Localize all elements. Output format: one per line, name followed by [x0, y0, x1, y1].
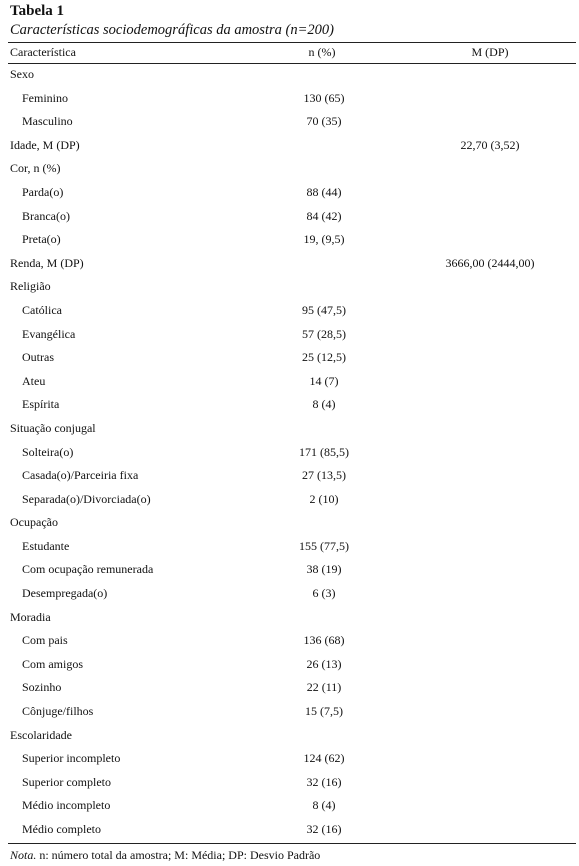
table-row	[0, 371, 579, 395]
row-label: Idade, M (DP)	[10, 137, 80, 152]
row-n-percent: 26 (13)	[306, 656, 342, 671]
row-label: Católica	[22, 302, 62, 317]
table-row	[0, 654, 579, 678]
table-body	[0, 64, 579, 843]
row-n-percent: 171 (85,5)	[299, 444, 349, 459]
row-n-percent: 8 (4)	[312, 397, 336, 412]
row-n-percent: 84 (42)	[306, 208, 342, 223]
row-label: Estudante	[22, 538, 70, 553]
row-n-percent: 19, (9,5)	[303, 232, 345, 247]
row-label: Espírita	[22, 397, 60, 412]
row-label: Moradia	[10, 609, 51, 624]
row-n-percent: 57 (28,5)	[302, 326, 346, 341]
table-header-row	[0, 44, 579, 62]
row-label: Com amigos	[22, 656, 84, 671]
table-row	[0, 111, 579, 135]
table-row	[0, 300, 579, 324]
table-row	[0, 630, 579, 654]
row-label: Sozinho	[22, 680, 62, 695]
row-n-percent: 32 (16)	[306, 822, 342, 836]
table-row	[0, 772, 579, 796]
row-label: Religião	[10, 279, 51, 294]
table-row	[0, 347, 579, 371]
row-label: Médio incompleto	[22, 798, 111, 813]
header-n-percent: n (%)	[308, 45, 336, 59]
table-category-row	[0, 607, 579, 631]
row-n-percent: 70 (35)	[306, 114, 342, 129]
table-bottom-rule	[8, 843, 576, 844]
row-label: Solteira(o)	[22, 444, 74, 459]
row-label: Cor, n (%)	[10, 161, 61, 176]
row-label: Situação conjugal	[10, 420, 96, 435]
table-row	[0, 559, 579, 583]
row-n-percent: 22 (11)	[306, 680, 342, 695]
row-label: Desempregada(o)	[22, 586, 108, 601]
row-label: Preta(o)	[22, 232, 61, 247]
row-label: Médio completo	[22, 822, 101, 836]
table-row	[0, 394, 579, 418]
table-row	[0, 88, 579, 112]
note-label: Nota.	[10, 848, 37, 862]
table-category-row	[0, 158, 579, 182]
row-label: Superior completo	[22, 774, 111, 789]
row-label: Superior incompleto	[22, 751, 121, 766]
table-category-row	[0, 253, 579, 277]
row-label: Outras	[22, 350, 54, 365]
note-text: n: número total da amostra; M: Média; DP: Desvio Padrão	[36, 848, 321, 862]
table-row	[0, 489, 579, 513]
table-row	[0, 229, 579, 253]
row-label: Ocupação	[10, 515, 58, 530]
table-row	[0, 819, 579, 843]
table-row	[0, 701, 579, 725]
row-label: Com ocupação remunerada	[22, 562, 154, 577]
row-n-percent: 2 (10)	[309, 491, 339, 506]
header-mean-sd: M (DP)	[471, 45, 509, 59]
row-mean-sd: 22,70 (3,52)	[460, 137, 520, 152]
table-note	[10, 848, 320, 863]
table-category-row	[0, 725, 579, 749]
row-label: Casada(o)/Parceiria fixa	[22, 468, 139, 483]
row-label: Evangélica	[22, 326, 76, 341]
row-label: Separada(o)/Divorciada(o)	[22, 491, 151, 506]
table-category-row	[0, 512, 579, 536]
table-row	[0, 442, 579, 466]
table-label: Tabela 1	[10, 3, 65, 19]
table-row	[0, 677, 579, 701]
row-n-percent: 25 (12,5)	[302, 350, 346, 365]
row-label: Branca(o)	[22, 208, 70, 223]
table-category-row	[0, 135, 579, 159]
table-row	[0, 465, 579, 489]
row-n-percent: 27 (13,5)	[302, 468, 346, 483]
table-row	[0, 206, 579, 230]
row-label: Ateu	[22, 373, 46, 388]
table-category-row	[0, 64, 579, 88]
table-row	[0, 182, 579, 206]
row-label: Feminino	[22, 90, 69, 105]
row-label: Renda, M (DP)	[10, 255, 84, 270]
row-label: Sexo	[10, 67, 34, 81]
header-characteristic: Característica	[10, 45, 76, 59]
row-n-percent: 15 (7,5)	[305, 704, 343, 719]
row-n-percent: 136 (68)	[303, 633, 345, 648]
row-label: Masculino	[22, 114, 73, 129]
table-row	[0, 583, 579, 607]
row-n-percent: 38 (19)	[306, 562, 342, 577]
row-n-percent: 155 (77,5)	[299, 538, 349, 553]
row-n-percent: 95 (47,5)	[302, 302, 346, 317]
row-n-percent: 88 (44)	[306, 184, 342, 199]
row-label: Parda(o)	[22, 184, 64, 199]
table-row	[0, 536, 579, 560]
table-category-row	[0, 276, 579, 300]
row-n-percent: 14 (7)	[309, 373, 339, 388]
table-category-row	[0, 418, 579, 442]
row-label: Escolaridade	[10, 727, 72, 742]
row-n-percent: 124 (62)	[303, 751, 345, 766]
row-n-percent: 6 (3)	[312, 586, 336, 601]
row-n-percent: 8 (4)	[312, 798, 336, 813]
table-row	[0, 324, 579, 348]
table-row	[0, 795, 579, 819]
table-row	[0, 748, 579, 772]
table-title: Características sociodemográficas da amostra (n=200)	[10, 22, 334, 38]
table-top-rule	[8, 42, 576, 43]
row-label: Com pais	[22, 633, 68, 648]
row-mean-sd: 3666,00 (2444,00)	[445, 255, 535, 270]
row-n-percent: 32 (16)	[306, 774, 342, 789]
row-n-percent: 130 (65)	[303, 90, 345, 105]
row-label: Cônjuge/filhos	[22, 704, 94, 719]
